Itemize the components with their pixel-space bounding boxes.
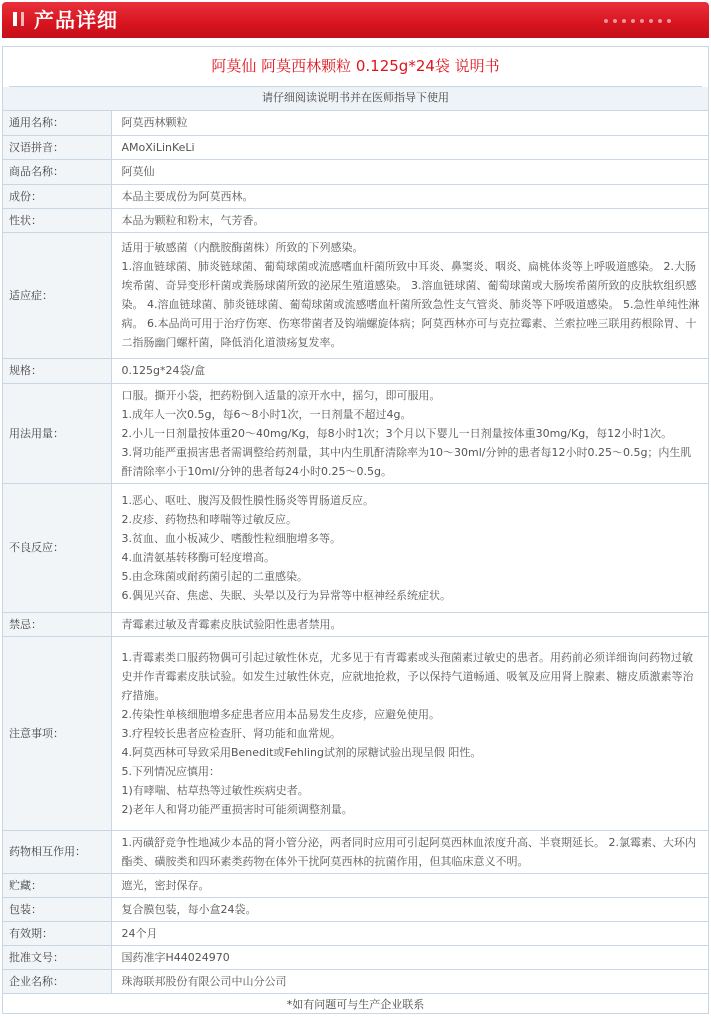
spec-value: [111, 135, 708, 159]
spec-value-line: 适用于敏感菌（内酰胺酶菌株）所致的下列感染。: [121, 241, 364, 254]
spec-row: [3, 873, 708, 897]
spec-row: [3, 232, 708, 358]
spec-label: 企业名称：: [3, 969, 111, 993]
spec-value-line: 3.肾功能严重损害患者需调整给药剂量，其中内生肌酐清除率为10～30ml/分钟的患者每12小时0.25～0.5g；内生肌酐清除率小于10ml/分钟的患者每24小时0.25～0.5g。: [121, 445, 692, 478]
spec-row: [3, 184, 708, 208]
page-banner: [2, 2, 709, 38]
spec-value-line: 1.青霉素类口服药物偶可引起过敏性休克，尤多见于有青霉素或头孢菌素过敏史的患者。用药前必须详细询问药物过敏史并作青霉素皮肤试验。如发生过敏性休克，应就地抢救，予以保持气道畅通、吸氧及应用肾上腺素、糖皮质激素等治疗措施。: [121, 650, 694, 702]
spec-value: [111, 921, 708, 945]
spec-value-line: 口服。撕开小袋，把药粉倒入适量的凉开水中，摇匀，即可服用。: [121, 388, 441, 402]
banner-title: 产品详细: [34, 8, 118, 32]
spec-value: [111, 208, 708, 232]
spec-label: 包装：: [3, 897, 111, 921]
spec-row: [3, 111, 708, 135]
spec-label: 性状：: [3, 208, 111, 232]
spec-label: 汉语拼音：: [3, 135, 111, 159]
banner-bullet-icon: [13, 12, 24, 26]
spec-value-line: 2.传染性单核细胞增多症患者应用本品易发生皮疹，应避免使用。: [121, 707, 440, 721]
spec-value: [111, 159, 708, 184]
spec-value-line: 4.阿莫西林可导致采用Benedit或Fehling试剂的尿糖试验出现呈假 阳性。: [121, 745, 482, 759]
spec-label: 通用名称：: [3, 111, 111, 135]
spec-value-line: 24个月: [121, 926, 158, 940]
spec-value-line: 1.恶心、呕吐、腹泻及假性膜性肠炎等胃肠道反应。: [121, 493, 374, 507]
spec-value-line: 青霉素过敏及青霉素皮肤试验阳性患者禁用。: [121, 617, 342, 631]
usage-notice: 请仔细阅读说明书并在医师指导下使用: [3, 87, 708, 111]
spec-value-line: 0.125g*24袋/盒: [121, 364, 206, 377]
spec-value-line: 珠海联邦股份有限公司中山分公司: [121, 974, 287, 988]
spec-label: 用法用量：: [3, 383, 111, 483]
spec-value-line: 阿莫仙: [121, 165, 155, 178]
spec-row: [3, 208, 708, 232]
spec-value: [111, 612, 708, 636]
spec-value: [111, 873, 708, 897]
spec-label: 贮藏：: [3, 873, 111, 897]
spec-value-line: 2.皮疹、药物热和哮喘等过敏反应。: [121, 512, 297, 526]
spec-label: 注意事项：: [3, 636, 111, 830]
spec-value: [111, 483, 708, 612]
spec-value-line: 复合膜包装，每小盒24袋。: [121, 902, 257, 916]
spec-label: 禁忌：: [3, 612, 111, 636]
spec-value-line: 2)老年人和肾功能严重损害时可能须调整剂量。: [121, 802, 353, 816]
spec-value-line: 3.贫血、血小板减少、嗜酸性粒细胞增多等。: [121, 531, 341, 545]
spec-value: [111, 969, 708, 993]
spec-value: [111, 184, 708, 208]
spec-value-line: 1.溶血链球菌、肺炎链球菌、葡萄球菌或流感嗜血杆菌所致中耳炎、鼻窦炎、咽炎、扁桃体炎等上呼吸道感染。 2.大肠埃希菌、奇异变形杆菌或粪肠球菌所致的泌尿生殖道感染。 3.溶血链球菌、葡萄球菌或大肠埃希菌所致的皮肤软组织感染。 4.溶血链球菌、肺炎链球菌、葡萄球菌或流感嗜血杆菌所致急性支气管炎、肺炎等下呼吸道感染。 5.急性单纯性淋病。 6.本品尚可用于治疗伤寒、伤寒带菌者及钩端螺旋体病；阿莫西林亦可与克拉霉素、兰索拉唑三联用药根除胃、十二指肠幽门螺杆菌，降低消化道溃疡复发率。: [121, 260, 700, 349]
spec-value-line: 本品主要成份为阿莫西林。: [121, 189, 254, 203]
spec-value-line: 本品为颗粒和粉末，气芳香。: [121, 213, 265, 227]
spec-value-line: 阿莫西林颗粒: [121, 116, 188, 130]
spec-label: 批准文号：: [3, 945, 111, 969]
spec-value-line: 国药准字H44024970: [121, 950, 230, 964]
spec-row: [3, 159, 708, 184]
spec-value-line: 2.小儿一日剂量按体重20～40mg/Kg，每8小时1次；3个月以下婴儿一日剂量按体重30mg/Kg，每12小时1次。: [121, 426, 673, 440]
spec-row: [3, 636, 708, 830]
spec-value-line: 1.丙磺舒竞争性地减少本品的肾小管分泌，两者同时应用可引起阿莫西林血浓度升高、半衰期延长。 2.氯霉素、大环内酯类、磺胺类和四环素类药物在体外干扰阿莫西林的抗菌作用，但其临床意义不明。: [121, 835, 696, 868]
spec-label: 药物相互作用：: [3, 830, 111, 873]
spec-label: 成份：: [3, 184, 111, 208]
spec-row: [3, 135, 708, 159]
spec-table: [3, 111, 708, 994]
spec-label: 适应症：: [3, 232, 111, 358]
spec-row: [3, 358, 708, 383]
spec-value-line: 3.疗程较长患者应检查肝、肾功能和血常规。: [121, 726, 341, 740]
spec-label: 商品名称：: [3, 159, 111, 184]
spec-row: [3, 969, 708, 993]
spec-label: 有效期：: [3, 921, 111, 945]
spec-label: 规格：: [3, 358, 111, 383]
spec-value: [111, 383, 708, 483]
spec-value-line: AMoXiLinKeLi: [121, 140, 195, 154]
spec-row: [3, 612, 708, 636]
spec-value: [111, 232, 708, 358]
spec-row: [3, 383, 708, 483]
spec-value-line: 6.偶见兴奋、焦虑、失眠、头晕以及行为异常等中枢神经系统症状。: [121, 588, 451, 602]
spec-row: [3, 897, 708, 921]
spec-value: [111, 111, 708, 135]
spec-value-line: 遮光，密封保存。: [121, 878, 210, 892]
spec-value-line: 5.由念珠菌或耐药菌引起的二重感染。: [121, 569, 308, 583]
instruction-sheet: [2, 46, 709, 1014]
spec-value-line: 5.下列情况应慎用：: [121, 764, 220, 778]
document-title: 阿莫仙 阿莫西林颗粒 0.125g*24袋 说明书: [9, 47, 702, 87]
spec-row: [3, 921, 708, 945]
contact-footer: *如有问题可与生产企业联系: [286, 997, 425, 1011]
spec-value: [111, 358, 708, 383]
spec-value-line: 4.血清氨基转移酶可轻度增高。: [121, 550, 275, 564]
spec-label: 不良反应：: [3, 483, 111, 612]
spec-value: [111, 945, 708, 969]
spec-row: [3, 483, 708, 612]
spec-value: [111, 897, 708, 921]
spec-value-line: 1.成年人一次0.5g，每6～8小时1次，一日剂量不超过4g。: [121, 407, 412, 421]
spec-value-line: 1)有哮喘、枯草热等过敏性疾病史者。: [121, 783, 309, 797]
spec-value: [111, 636, 708, 830]
spec-row: [3, 945, 708, 969]
spec-value: [111, 830, 708, 873]
banner-dots-decoration: [599, 12, 699, 20]
spec-row: [3, 830, 708, 873]
